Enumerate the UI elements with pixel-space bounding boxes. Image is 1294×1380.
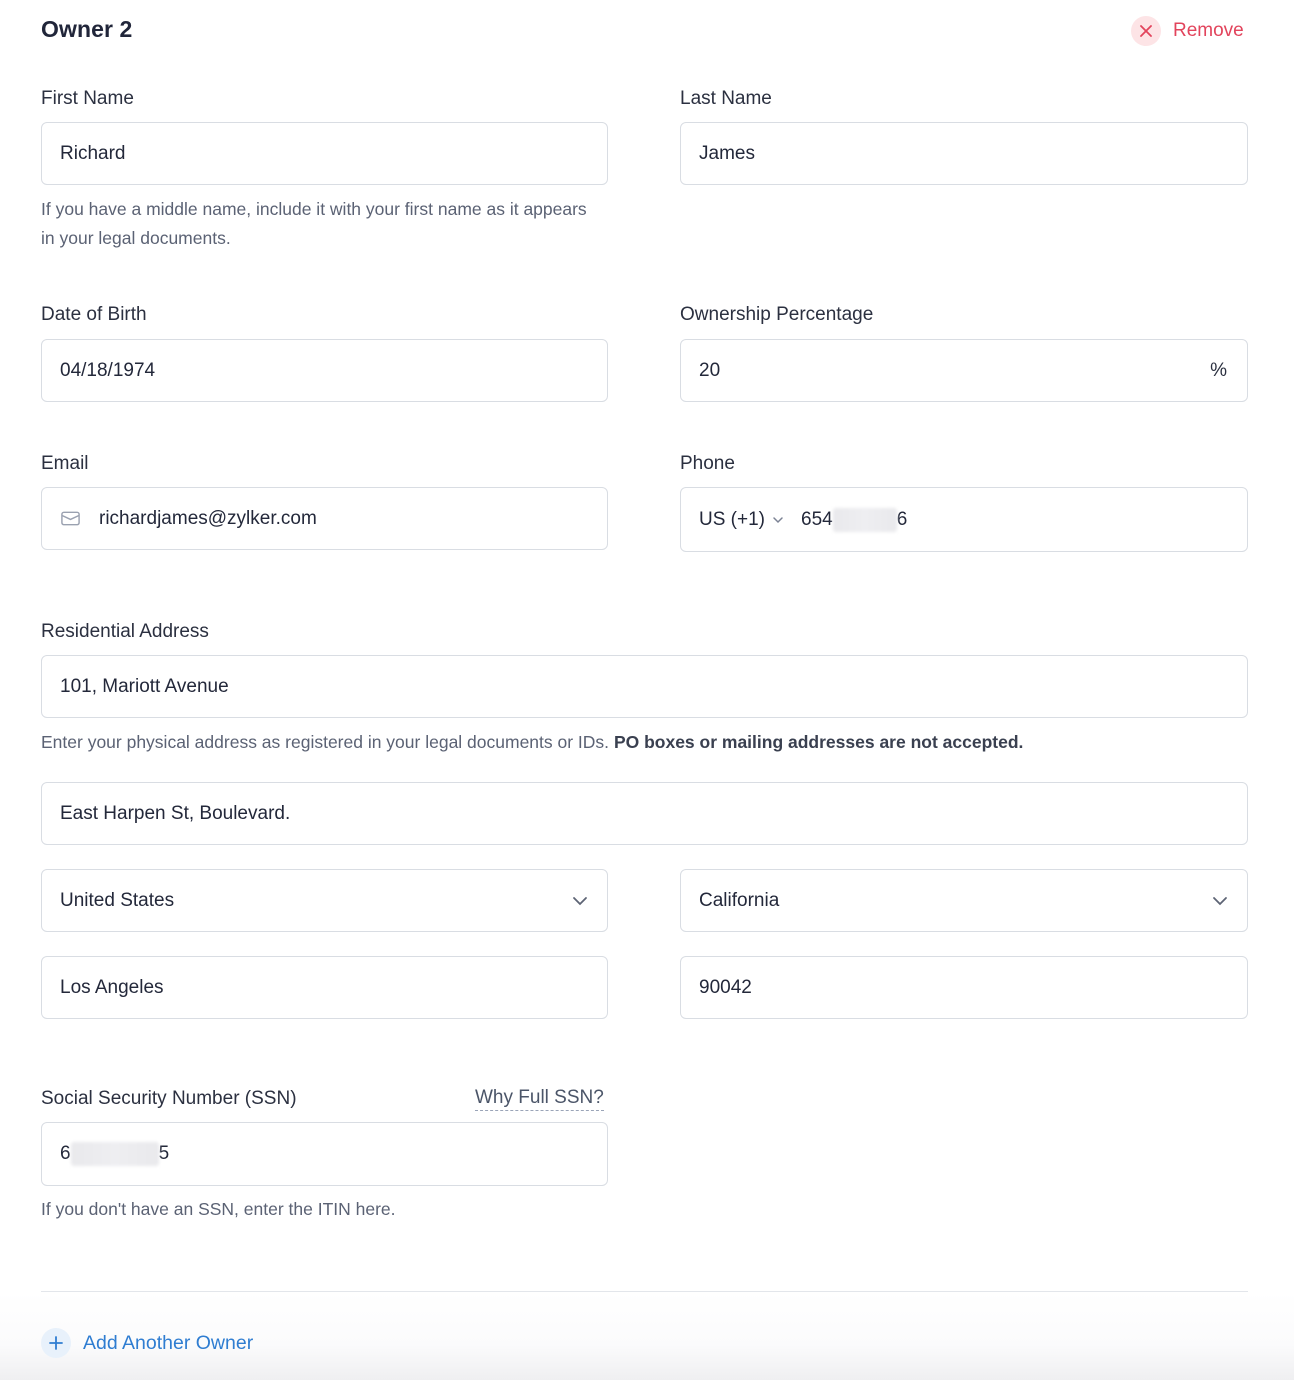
chevron-down-icon	[571, 892, 589, 910]
phone-value-start: 654	[801, 508, 833, 530]
zip-value: 90042	[699, 976, 752, 998]
phone-value-end: 6	[896, 508, 908, 530]
first-name-value: Richard	[60, 142, 126, 164]
email-label: Email	[41, 453, 89, 474]
ssn-hint: If you don't have an SSN, enter the ITIN here.	[41, 1199, 396, 1219]
ownership-label: Ownership Percentage	[680, 304, 874, 325]
chevron-down-icon	[1211, 892, 1229, 910]
phone-label: Phone	[680, 453, 735, 474]
address-hint-bold: PO boxes or mailing addresses are not accepted.	[613, 732, 1024, 752]
phone-input[interactable]	[680, 487, 1248, 552]
address-label: Residential Address	[41, 621, 209, 642]
ssn-input[interactable]	[41, 1122, 608, 1186]
address-line2-input[interactable]	[41, 782, 1248, 845]
remove-owner-button[interactable]	[1131, 15, 1244, 47]
ssn-redaction	[71, 1142, 159, 1166]
add-another-owner-button[interactable]	[41, 1328, 253, 1358]
chevron-down-icon	[771, 513, 785, 527]
country-value: United States	[60, 889, 175, 911]
address-line1-value: 101, Mariott Avenue	[60, 675, 229, 697]
plus-icon	[41, 1328, 71, 1358]
city-value: Los Angeles	[60, 976, 164, 998]
state-select[interactable]	[680, 869, 1248, 932]
ssn-label: Social Security Number (SSN)	[41, 1088, 297, 1109]
dob-input[interactable]	[41, 339, 608, 402]
first-name-label: First Name	[41, 88, 134, 109]
percent-suffix: %	[1210, 359, 1227, 381]
country-code-select[interactable]	[699, 509, 785, 531]
ssn-value-end: 5	[158, 1143, 170, 1164]
state-value: California	[699, 889, 780, 911]
country-code-value: US (+1)	[699, 508, 765, 530]
address-line1-input[interactable]	[41, 655, 1248, 718]
email-input[interactable]	[41, 487, 608, 550]
dob-label: Date of Birth	[41, 304, 147, 325]
address-hint	[41, 728, 1248, 757]
email-value: richardjames@zylker.com	[99, 507, 317, 529]
close-icon	[1131, 16, 1161, 46]
add-owner-label: Add Another Owner	[83, 1331, 254, 1354]
why-full-ssn-link[interactable]: Why Full SSN?	[475, 1087, 604, 1111]
first-name-input[interactable]	[41, 122, 608, 185]
last-name-value: James	[699, 142, 755, 164]
ownership-value: 20	[699, 359, 721, 381]
country-select[interactable]	[41, 869, 608, 932]
remove-label: Remove	[1173, 20, 1244, 41]
last-name-input[interactable]	[680, 122, 1248, 185]
address-line2-value: East Harpen St, Boulevard.	[60, 802, 291, 824]
address-hint-text: Enter your physical address as registered in your legal documents or IDs.	[41, 732, 610, 752]
first-name-hint: If you have a middle name, include it with your first name as it appears in your legal documents.	[41, 199, 587, 248]
phone-redaction	[833, 508, 897, 532]
zip-input[interactable]	[680, 956, 1248, 1019]
mail-icon	[60, 508, 81, 529]
section-title: Owner 2	[41, 16, 133, 42]
ownership-input[interactable]	[680, 339, 1248, 402]
city-input[interactable]	[41, 956, 608, 1019]
ssn-value-start: 6	[60, 1143, 71, 1164]
dob-value: 04/18/1974	[60, 359, 156, 381]
last-name-label: Last Name	[680, 88, 772, 109]
